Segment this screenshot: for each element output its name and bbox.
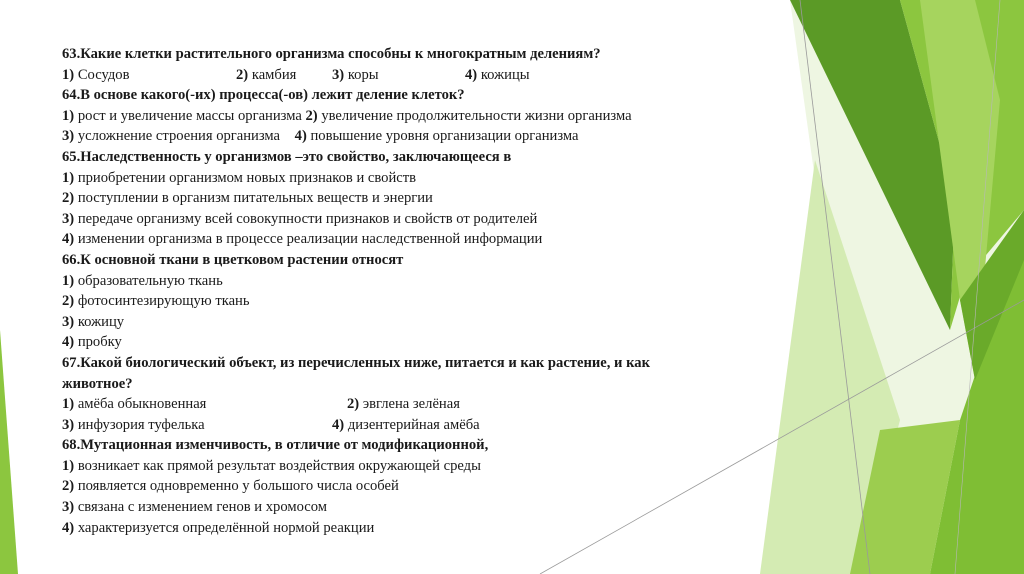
answer-item: 3) коры <box>332 66 379 83</box>
answer-item: 4) дизентерийная амёба <box>332 416 480 433</box>
question-67-answers-row2 <box>62 415 782 436</box>
question-68-title: 68.Мутационная изменчивость, в отличие от модификационной, <box>62 437 489 454</box>
question-67-answers-row1 <box>62 394 782 415</box>
answer-item: 4) изменении организма в процессе реализации наследственной информации <box>62 231 543 248</box>
question-67-title-cont: животное? <box>62 375 133 392</box>
answer-item: 4) характеризуется определённой нормой реакции <box>62 519 375 536</box>
answer-item: 1) приобретении организмом новых признаков и свойств <box>62 169 417 186</box>
question-64-answers-row2: 3) усложнение строения организма 4) повышение уровня организации организма <box>62 128 579 145</box>
question-65-title: 65.Наследственность у организмов –это свойство, заключающееся в <box>62 148 512 165</box>
answer-item: 2) эвглена зелёная <box>347 396 460 413</box>
answer-item: 1) Сосудов <box>62 66 130 83</box>
left-accent-stripe <box>0 330 18 574</box>
slide-content <box>62 44 782 538</box>
question-63-answers <box>62 65 782 86</box>
question-64-answers-row1: 1) рост и увеличение массы организма 2) увеличение продолжительности жизни организма <box>62 107 632 124</box>
answer-item: 2) фотосинтезирующую ткань <box>62 293 250 310</box>
answer-item: 3) передаче организму всей совокупности признаков и свойств от родителей <box>62 210 538 227</box>
answer-item: 3) кожицу <box>62 313 125 330</box>
answer-item: 2) появляется одновременно у большого числа особей <box>62 478 399 495</box>
answer-item: 4) пробку <box>62 334 122 351</box>
question-63-title: 63.Какие клетки растительного организма способны к многократным делениям? <box>62 46 601 62</box>
question-64-title: 64.В основе какого(-их) процесса(-ов) лежит деление клеток? <box>62 87 465 104</box>
question-66-title: 66.К основной ткани в цветковом растении относят <box>62 251 404 268</box>
answer-item: 3) инфузория туфелька <box>62 416 205 433</box>
answer-item: 2) камбия <box>236 66 297 83</box>
answer-item: 1) амёба обыкновенная <box>62 396 207 413</box>
answer-item: 1) образовательную ткань <box>62 272 223 289</box>
question-67-title: 67.Какой биологический объект, из перечисленных ниже, питается и как растение, и как <box>62 354 650 371</box>
answer-item: 2) поступлении в организм питательных веществ и энергии <box>62 190 433 207</box>
answer-item: 4) кожицы <box>465 66 530 83</box>
answer-item: 1) возникает как прямой результат воздействия окружающей среды <box>62 457 481 474</box>
answer-item: 3) связана с изменением генов и хромосом <box>62 499 327 516</box>
